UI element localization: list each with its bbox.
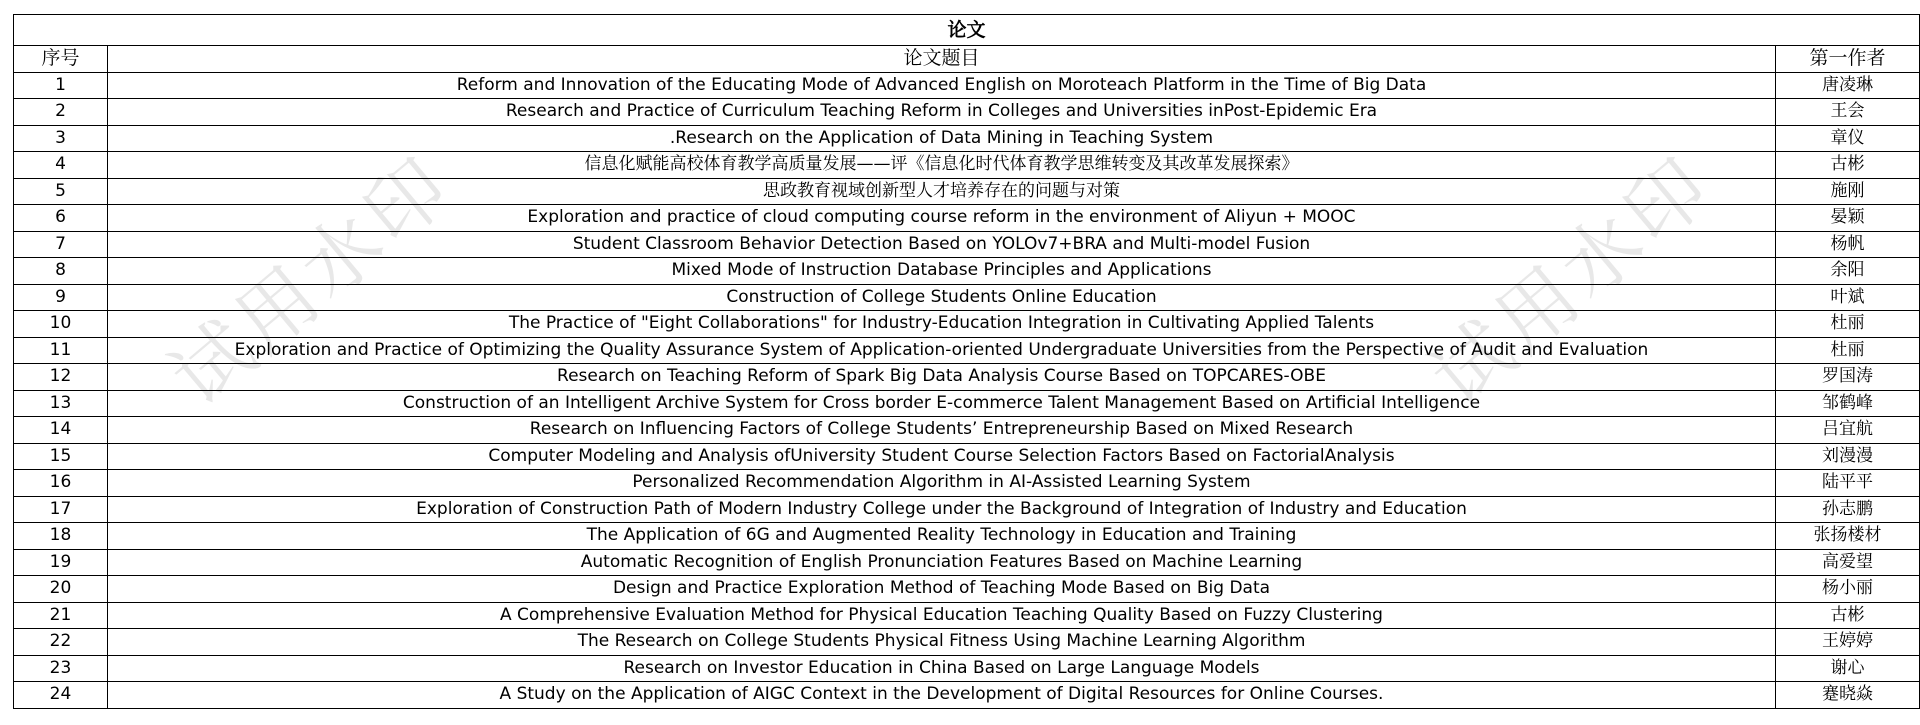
paper-title-cell: Research on Teaching Reform of Spark Big Data Analysis Course Based on TOPCARES-OBE [108,364,1776,391]
row-number-cell: 10 [14,311,108,338]
first-author-cell: 晏颖 [1776,205,1920,232]
row-number-cell: 11 [14,337,108,364]
table-row [14,629,1920,656]
row-number-cell: 4 [14,152,108,179]
paper-title-cell: Research and Practice of Curriculum Teaching Reform in Colleges and Universities inPost-Epidemic Era [108,99,1776,126]
table-row [14,284,1920,311]
row-number-cell: 18 [14,523,108,550]
first-author-cell: 古彬 [1776,602,1920,629]
row-number-cell: 23 [14,655,108,682]
first-author-cell: 施刚 [1776,178,1920,205]
table-row [14,364,1920,391]
table-caption: 论文 [14,15,1920,46]
row-number-cell: 8 [14,258,108,285]
table-body [14,72,1920,708]
paper-title-cell: The Research on College Students Physical Fitness Using Machine Learning Algorithm [108,629,1776,656]
table-row [14,258,1920,285]
first-author-cell: 邹鹤峰 [1776,390,1920,417]
row-number-cell: 9 [14,284,108,311]
row-number-cell: 6 [14,205,108,232]
first-author-cell: 吕宜航 [1776,417,1920,444]
paper-title-cell: .Research on the Application of Data Mining in Teaching System [108,125,1776,152]
row-number-cell: 22 [14,629,108,656]
watermark: 试用水印 [154,138,471,424]
paper-title-cell: Personalized Recommendation Algorithm in AI-Assisted Learning System [108,470,1776,497]
paper-title-cell: A Study on the Application of AIGC Context in the Development of Digital Resources for Online Courses. [108,682,1776,709]
row-number-cell: 2 [14,99,108,126]
first-author-cell: 叶斌 [1776,284,1920,311]
row-number-cell: 5 [14,178,108,205]
table-row [14,152,1920,179]
table-row [14,576,1920,603]
row-number-cell: 13 [14,390,108,417]
table-row [14,523,1920,550]
paper-title-cell: 信息化赋能高校体育教学高质量发展——评《信息化时代体育教学思维转变及其改革发展探索》 [108,152,1776,179]
first-author-cell: 蹇晓焱 [1776,682,1920,709]
first-author-cell: 杨帆 [1776,231,1920,258]
paper-title-cell: Exploration and Practice of Optimizing the Quality Assurance System of Application-oriented Undergraduate Universities from the Perspective of Audit and Evaluation [108,337,1776,364]
row-number-cell: 7 [14,231,108,258]
paper-title-cell: The Practice of "Eight Collaborations" for Industry-Education Integration in Cultivating Applied Talents [108,311,1776,338]
first-author-cell: 张扬楼材 [1776,523,1920,550]
header-author: 第一作者 [1776,46,1920,73]
table-row [14,99,1920,126]
header-title: 论文题目 [108,46,1776,73]
first-author-cell: 杜丽 [1776,311,1920,338]
paper-title-cell: Student Classroom Behavior Detection Based on YOLOv7+BRA and Multi-model Fusion [108,231,1776,258]
first-author-cell: 罗国涛 [1776,364,1920,391]
row-number-cell: 3 [14,125,108,152]
paper-title-cell: Exploration of Construction Path of Modern Industry College under the Background of Integration of Industry and Education [108,496,1776,523]
row-number-cell: 14 [14,417,108,444]
row-number-cell: 15 [14,443,108,470]
first-author-cell: 杨小丽 [1776,576,1920,603]
first-author-cell: 谢心 [1776,655,1920,682]
first-author-cell: 杜丽 [1776,337,1920,364]
table-row [14,390,1920,417]
header-no: 序号 [14,46,108,73]
row-number-cell: 12 [14,364,108,391]
row-number-cell: 1 [14,72,108,99]
table-row [14,655,1920,682]
paper-title-cell: The Application of 6G and Augmented Reality Technology in Education and Training [108,523,1776,550]
first-author-cell: 陆平平 [1776,470,1920,497]
table-row [14,496,1920,523]
row-number-cell: 21 [14,602,108,629]
first-author-cell: 章仪 [1776,125,1920,152]
paper-table-sheet [13,14,1919,709]
paper-title-cell: 思政教育视域创新型人才培养存在的问题与对策 [108,178,1776,205]
caption-row [14,15,1920,46]
paper-title-cell: Construction of an Intelligent Archive System for Cross border E-commerce Talent Management Based on Artificial Intelligence [108,390,1776,417]
first-author-cell: 王婷婷 [1776,629,1920,656]
table-row [14,337,1920,364]
paper-title-cell: Reform and Innovation of the Educating Mode of Advanced English on Moroteach Platform in the Time of Big Data [108,72,1776,99]
row-number-cell: 17 [14,496,108,523]
row-number-cell: 24 [14,682,108,709]
watermark: 试用水印 [1414,138,1731,424]
row-number-cell: 19 [14,549,108,576]
table-row [14,125,1920,152]
paper-title-cell: Design and Practice Exploration Method of Teaching Mode Based on Big Data [108,576,1776,603]
table-row [14,72,1920,99]
first-author-cell: 孙志鹏 [1776,496,1920,523]
table-row [14,682,1920,709]
header-row [14,46,1920,73]
table-row [14,470,1920,497]
table-row [14,549,1920,576]
first-author-cell: 王会 [1776,99,1920,126]
paper-title-cell: Research on Investor Education in China Based on Large Language Models [108,655,1776,682]
first-author-cell: 古彬 [1776,152,1920,179]
table-row [14,205,1920,232]
table-row [14,178,1920,205]
row-number-cell: 16 [14,470,108,497]
paper-title-cell: A Comprehensive Evaluation Method for Physical Education Teaching Quality Based on Fuzzy Clustering [108,602,1776,629]
table-row [14,231,1920,258]
paper-title-cell: Computer Modeling and Analysis ofUniversity Student Course Selection Factors Based on FactorialAnalysis [108,443,1776,470]
paper-title-cell: Construction of College Students Online Education [108,284,1776,311]
first-author-cell: 高爱望 [1776,549,1920,576]
first-author-cell: 唐凌琳 [1776,72,1920,99]
table-row [14,443,1920,470]
first-author-cell: 余阳 [1776,258,1920,285]
table-row [14,602,1920,629]
paper-title-cell: Automatic Recognition of English Pronunciation Features Based on Machine Learning [108,549,1776,576]
table-row [14,417,1920,444]
table-row [14,311,1920,338]
paper-table [13,14,1920,709]
first-author-cell: 刘漫漫 [1776,443,1920,470]
paper-title-cell: Research on Influencing Factors of College Students’ Entrepreneurship Based on Mixed Research [108,417,1776,444]
row-number-cell: 20 [14,576,108,603]
paper-title-cell: Exploration and practice of cloud computing course reform in the environment of Aliyun + MOOC [108,205,1776,232]
paper-title-cell: Mixed Mode of Instruction Database Principles and Applications [108,258,1776,285]
